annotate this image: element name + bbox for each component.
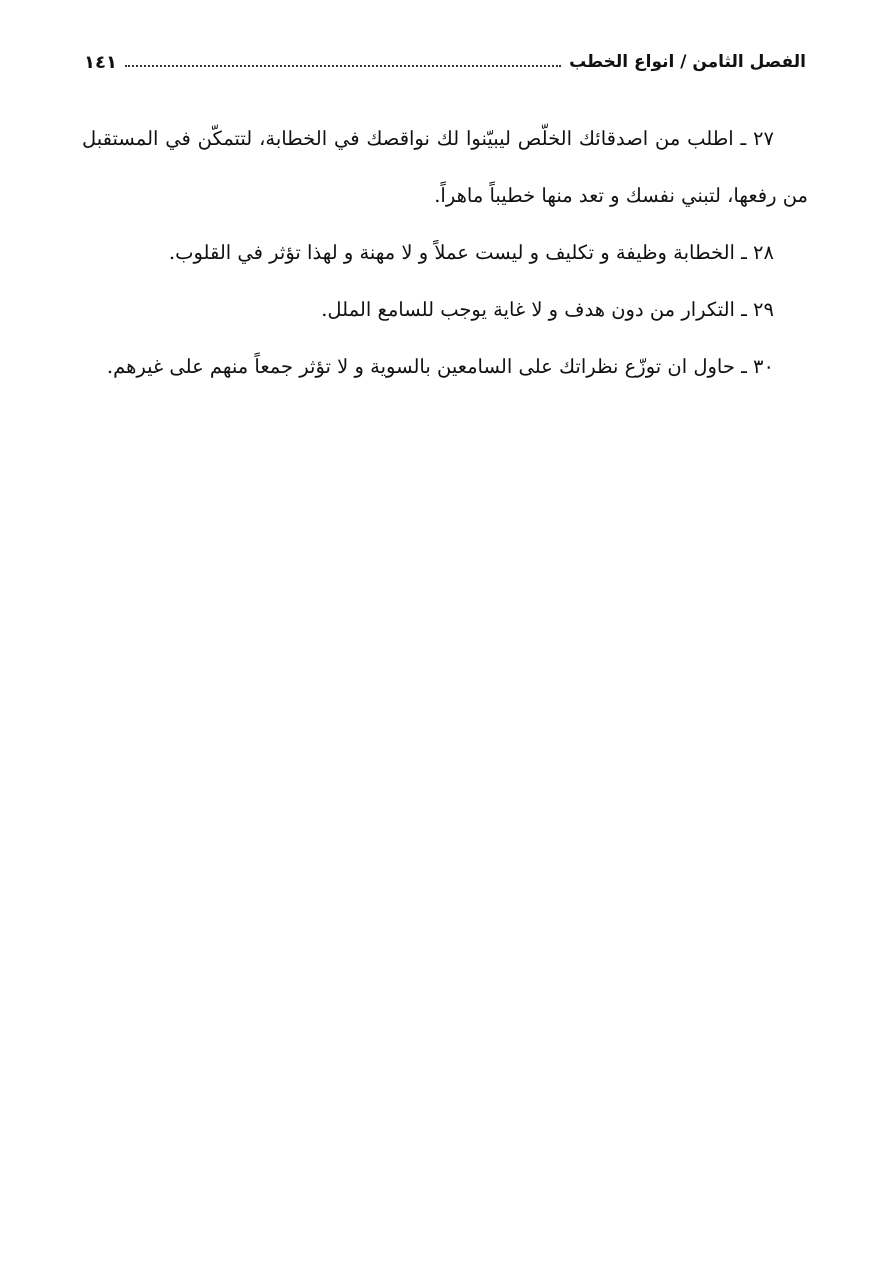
page-number: ١٤١ [84,51,117,73]
paragraph-30: ٣٠ ـ حاول ان توزّع نظراتك على السامعين بالسوية و لا تؤثر جمعاً منهم على غيرهم. [106,355,774,378]
chapter-title: الفصل الثامن / انواع الخطب [569,52,806,72]
paragraph-27: ٢٧ ـ اطلب من اصدقائك الخلّص ليبيّنوا لك نواقصك في الخطابة، لتتمكّن في المستقبل من رفعها، لتبني نفسك و تعد منها خطيباً ماهراً. [82,127,808,207]
paragraph-29: ٢٩ ـ التكرار من دون هدف و لا غاية يوجب للسامع الملل. [321,298,774,321]
dotted-leader [125,65,561,67]
running-header [84,42,806,82]
paragraph-28: ٢٨ ـ الخطابة وظيفة و تكليف و ليست عملاً و لا مهنة و لهذا تؤثر في القلوب. [168,241,774,264]
body-text [82,110,808,395]
